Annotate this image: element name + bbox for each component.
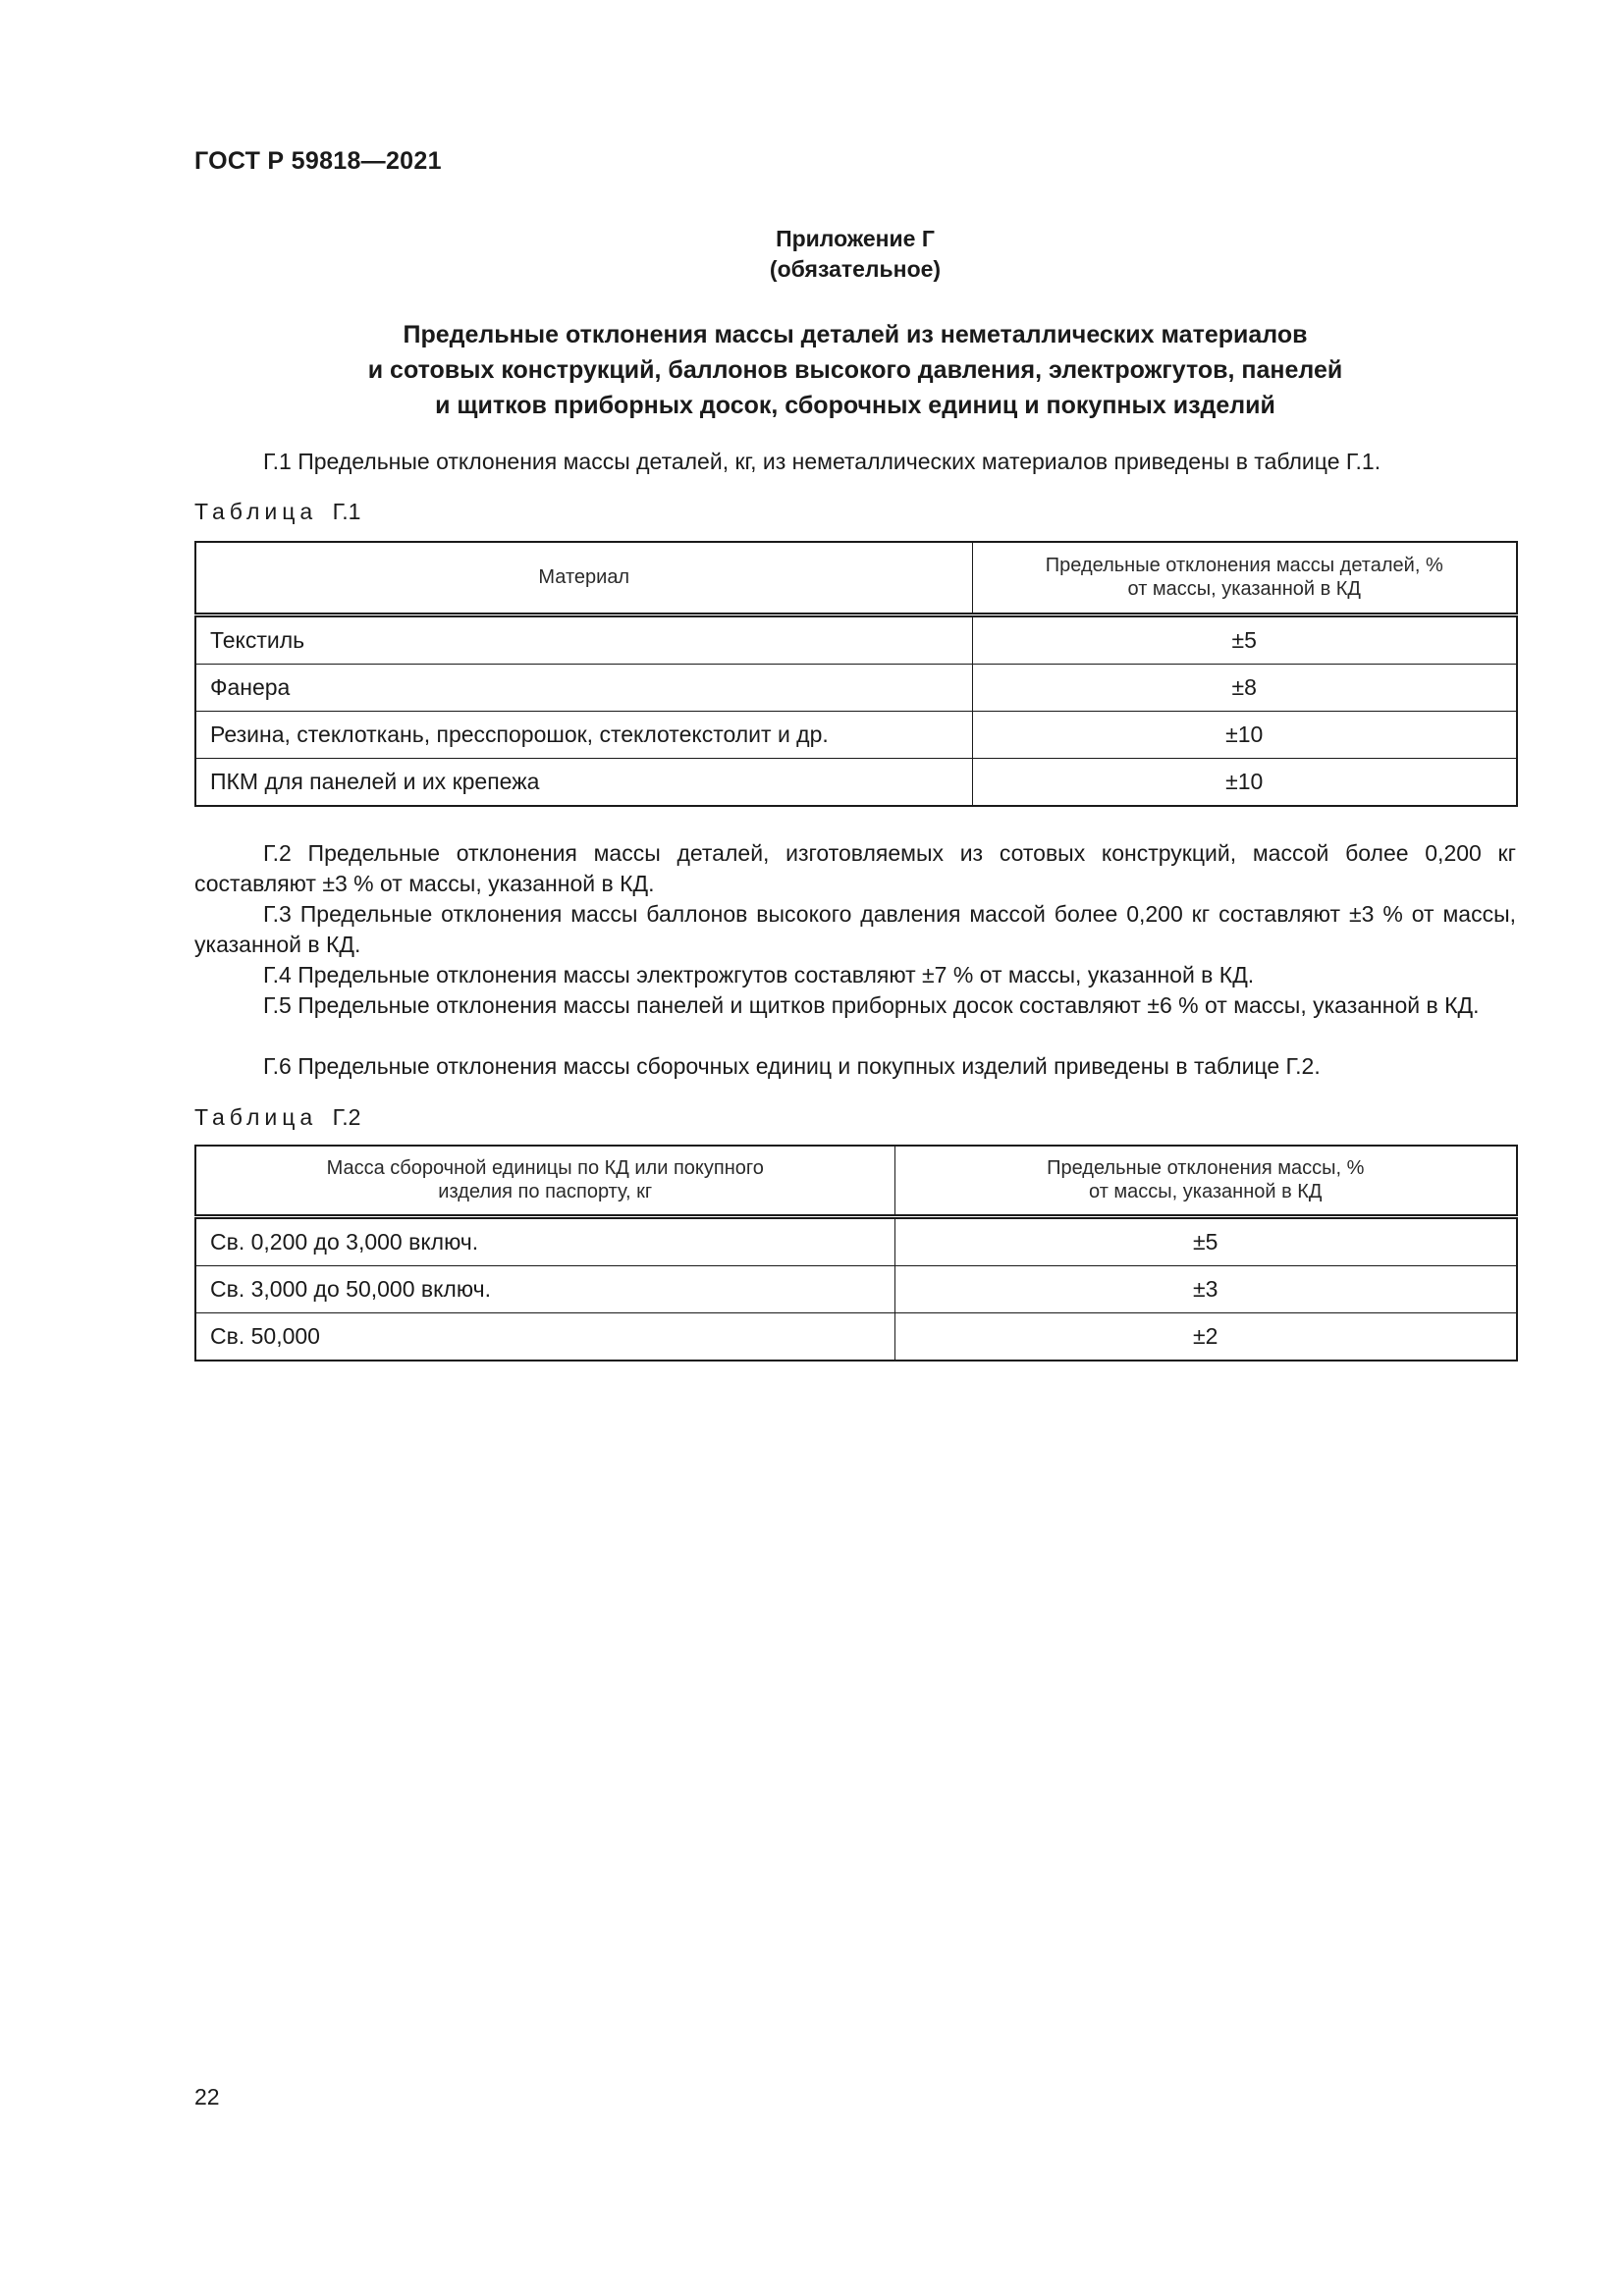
table-row bbox=[195, 614, 1517, 664]
table-g2 bbox=[194, 1145, 1518, 1362]
table-g1-header-deviation-line2: от массы, указанной в КД bbox=[1127, 578, 1361, 601]
table-g2-caption-word: Таблица bbox=[194, 1104, 318, 1130]
material-cell: ПКМ для панелей и их крепежа bbox=[195, 758, 972, 806]
mass-cell: Св. 50,000 bbox=[195, 1312, 894, 1361]
table-g2-header-deviation bbox=[894, 1146, 1517, 1216]
title-line-2: и сотовых конструкций, баллонов высокого давления, электрожгутов, панелей bbox=[367, 356, 1343, 384]
material-cell: Резина, стеклоткань, пресспорошок, стеклотекстолит и др. bbox=[195, 711, 972, 758]
table-g2-header-mass-line2: изделия по паспорту, кг bbox=[438, 1181, 653, 1203]
title-line-1: Предельные отклонения массы деталей из неметаллических материалов bbox=[403, 321, 1308, 348]
table-row bbox=[195, 664, 1517, 711]
table-row bbox=[195, 1265, 1517, 1312]
paragraph-g2: Г.2 Предельные отклонения массы деталей, изготовляемых из сотовых конструкций, массой более 0,200 кг составляют ±3 % от массы, указанной в КД. bbox=[194, 840, 1516, 896]
appendix-label: Приложение Г bbox=[776, 226, 935, 251]
table-g2-caption bbox=[194, 1104, 360, 1131]
table-row bbox=[195, 1312, 1517, 1361]
table-row bbox=[195, 711, 1517, 758]
table-g2-header-mass-line1: Масса сборочной единицы по КД или покупного bbox=[326, 1157, 764, 1180]
table-g2-caption-number: Г.2 bbox=[332, 1104, 361, 1130]
table-row bbox=[195, 1216, 1517, 1265]
table-g1-caption bbox=[194, 499, 360, 525]
mass-cell: Св. 3,000 до 50,000 включ. bbox=[195, 1265, 894, 1312]
appendix-status: (обязательное) bbox=[769, 256, 942, 282]
title-line-3: и щитков приборных досок, сборочных единиц и покупных изделий bbox=[435, 392, 1275, 419]
deviation-cell: ±2 bbox=[894, 1312, 1517, 1361]
material-cell: Фанера bbox=[195, 664, 972, 711]
deviation-cell: ±5 bbox=[972, 614, 1517, 664]
paragraph-g5: Г.5 Предельные отклонения массы панелей и щитков приборных досок составляют ±6 % от массы, указанной в КД. bbox=[263, 992, 1480, 1018]
paragraph-g4: Г.4 Предельные отклонения массы электрожгутов составляют ±7 % от массы, указанной в КД. bbox=[263, 962, 1255, 988]
table-g1-caption-number: Г.1 bbox=[332, 499, 361, 524]
table-g1-header-deviation-line1: Предельные отклонения массы деталей, % bbox=[1045, 555, 1443, 577]
paragraph-g1: Г.1 Предельные отклонения массы деталей, кг, из неметаллических материалов приведены в таблице Г.1. bbox=[263, 449, 1381, 474]
paragraph-g3: Г.3 Предельные отклонения массы баллонов высокого давления массой более 0,200 кг составляют ±3 % от массы, указанной в КД. bbox=[194, 901, 1516, 957]
table-g1-header-material: Материал bbox=[195, 542, 972, 614]
deviation-cell: ±10 bbox=[972, 711, 1517, 758]
deviation-cell: ±3 bbox=[894, 1265, 1517, 1312]
table-g1 bbox=[194, 541, 1518, 807]
table-row bbox=[195, 758, 1517, 806]
table-g2-header-deviation-line1: Предельные отклонения массы, % bbox=[1047, 1157, 1365, 1180]
deviation-cell: ±8 bbox=[972, 664, 1517, 711]
table-g2-header-mass bbox=[195, 1146, 894, 1216]
table-g1-header-row bbox=[195, 542, 1517, 614]
deviation-cell: ±10 bbox=[972, 758, 1517, 806]
material-cell: Текстиль bbox=[195, 614, 972, 664]
table-g1-caption-word: Таблица bbox=[194, 499, 318, 524]
standard-code-header: ГОСТ Р 59818—2021 bbox=[194, 147, 442, 175]
table-g2-header-row bbox=[195, 1146, 1517, 1216]
paragraph-g6: Г.6 Предельные отклонения массы сборочных единиц и покупных изделий приведены в таблице Г.2. bbox=[263, 1053, 1321, 1079]
table-g1-header-deviation bbox=[972, 542, 1517, 614]
table-g2-header-deviation-line2: от массы, указанной в КД bbox=[1089, 1181, 1323, 1203]
appendix-heading bbox=[194, 224, 1516, 285]
deviation-cell: ±5 bbox=[894, 1216, 1517, 1265]
appendix-title bbox=[194, 317, 1516, 423]
page-number: 22 bbox=[194, 2084, 220, 2109]
mass-cell: Св. 0,200 до 3,000 включ. bbox=[195, 1216, 894, 1265]
